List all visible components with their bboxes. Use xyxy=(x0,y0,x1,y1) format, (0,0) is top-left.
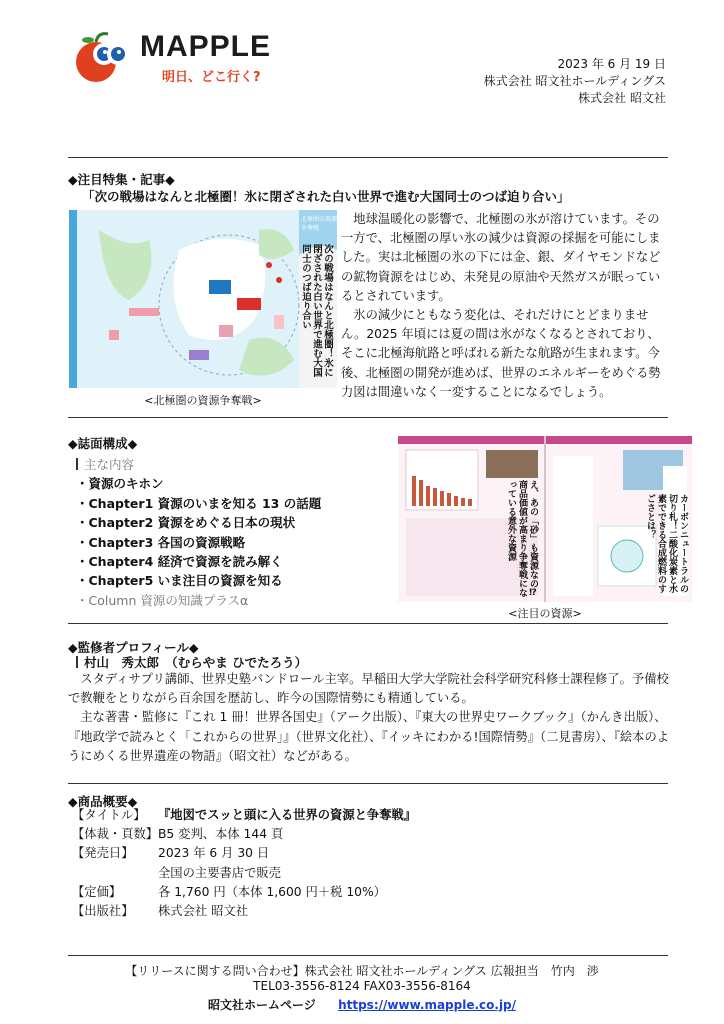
supervisor-name-text: 村山 秀太郎 （むらやま ひでたろう） xyxy=(84,655,308,670)
arctic-map-image xyxy=(69,210,337,388)
apple-mascot-icon xyxy=(74,30,138,90)
feature-heading: ◆注目特集・記事◆ xyxy=(68,172,175,187)
resources-spread-image xyxy=(398,436,692,602)
contact-tel-fax: TEL03-3556-8124 FAX03-3556-8164 xyxy=(253,979,471,993)
product-spec-table xyxy=(72,806,416,921)
homepage-label: 昭文社ホームページ xyxy=(207,998,316,1012)
list-item-column: ・Column 資源の知識プラスα xyxy=(76,592,249,608)
profile-heading: ◆監修者プロフィール◆ xyxy=(68,640,199,655)
list-item: ・Chapter1 資源のいまを知る 13 の話題 xyxy=(76,495,322,511)
profile-paragraph-2: 主な著書・監修に『これ 1 冊！世界各国史』（アーク出版）、『東大の世界史ワークブック』（かんき出版）、『地政学で読みとく「これからの世界」』（世界文化社）、『イッキにわかる!国際情勢』（二見書房）、『絵本のようにめくる世界遺産の物語』（昭文社）などがある。 xyxy=(68,710,670,763)
company-shobunsha: 株式会社 昭文社 xyxy=(578,91,666,105)
list-item: ・Chapter3 各国の資源戦略 xyxy=(76,534,246,550)
name-bar xyxy=(76,656,78,668)
spec-row-price: 【定価】 各 1,760 円（本体 1,600 円＋税 10%） xyxy=(72,884,386,899)
spread-vertical-title-fuel: カーボンニュートラルの切り札！二酸化炭素と水素でできる合成燃料のすごさとは？ xyxy=(645,494,688,593)
homepage-line xyxy=(0,996,724,1013)
spec-row-publisher: 【出版社】 株式会社 昭文社 xyxy=(72,904,248,919)
list-item: ・Chapter4 経済で資源を読み解く xyxy=(76,554,283,570)
list-item: ・Chapter5 いま注目の資源を知る xyxy=(76,573,283,589)
mapple-logo[interactable] xyxy=(74,30,284,90)
company-holdings: 株式会社 昭文社ホールディングス xyxy=(483,74,666,88)
spec-row-release: 【発売日】 2023 年 6 月 30 日 xyxy=(72,846,270,861)
subheading-bar xyxy=(76,458,78,470)
feature-paragraph-1: 地球温暖化の影響で、北極圏の氷が溶けています。その一方で、北極圏の厚い氷の減少は資源の採掘を可能にしました。実は北極圏の氷の下には金、銀、ダイヤモンドなどの鉱物資源をはじめ、未発見の原油や天然ガスが眠っているとされています。 xyxy=(341,212,661,303)
contents-heading: ◆誌面構成◆ xyxy=(68,436,138,451)
logo-wordmark: MAPPLE xyxy=(140,30,272,63)
profile-body xyxy=(68,670,672,766)
contact-line: 【リリースに関する問い合わせ】株式会社 昭文社ホールディングス 広報担当 竹内 渉 xyxy=(125,964,599,978)
arctic-map-graphic xyxy=(69,210,337,388)
feature-body xyxy=(341,210,669,402)
product-heading: ◆商品概要◆ xyxy=(68,794,138,809)
contents-subheading: 主な内容 xyxy=(84,457,135,472)
homepage-link[interactable]: https://www.mapple.co.jp/ xyxy=(338,998,517,1012)
spec-row-format: 【体裁・頁数】 B5 変判、本体 144 頁 xyxy=(72,827,284,842)
arctic-map-caption: <北極圏の資源争奪戦> xyxy=(144,394,262,407)
divider xyxy=(68,417,668,418)
spread-vertical-title-sand: え、あの「砂」も資源なの⁉ 商品価値が高まり争奪戦になっている意外な資源 xyxy=(506,480,538,598)
profile-paragraph-1: スタディサプリ講師、世界史塾バンドロール主宰。早稲田大学大学院社会科学研究科修士課程修了。予備校で教鞭をとりながら百余国を歴訪し、昨今の国際情勢にも精通している。 xyxy=(68,672,669,706)
divider xyxy=(68,955,668,956)
book-title: 『地図でスッと頭に入る世界の資源と争奪戦』 xyxy=(158,808,417,822)
image-vertical-title: 次の戦場はなんと北極圏！氷に閉ざされた白い世界で進む大国同士のつば迫り合い xyxy=(300,244,333,377)
release-date: 2023 年 6 月 19 日 xyxy=(557,57,666,71)
list-item: ・資源のキホン xyxy=(76,476,164,492)
feature-title: 「次の戦場はなんと北極圏！氷に閉ざされた白い世界で進む大国同士のつば迫り合い」 xyxy=(82,189,570,204)
feature-paragraph-2: 氷の減少にともなう変化は、それだけにとどまりません。2025 年頃には夏の間は氷がなくなるとされており、そこに北極海航路と呼ばれる新たな航路が生まれます。今後、北極圏の開発が進めば、世界のエネルギーをめぐる勢力図は間違いなく一変することになるでしょう。 xyxy=(341,308,661,399)
spec-row-title: 【タイトル】 『地図でスッと頭に入る世界の資源と争奪戦』 xyxy=(72,806,416,825)
divider xyxy=(68,157,668,158)
divider xyxy=(68,783,668,784)
list-item: ・Chapter2 資源をめぐる日本の現状 xyxy=(76,515,296,531)
resources-spread-caption: <注目の資源> xyxy=(508,607,582,620)
contents-list xyxy=(76,455,321,610)
divider xyxy=(68,623,668,624)
logo-tagline: 明日、どこ行く? xyxy=(162,70,261,85)
image-badge: 北極圏の資源争奪戦 xyxy=(301,216,338,232)
supervisor-name xyxy=(76,653,307,671)
spec-row-release-note: 全国の主要書店で販売 xyxy=(158,865,281,880)
